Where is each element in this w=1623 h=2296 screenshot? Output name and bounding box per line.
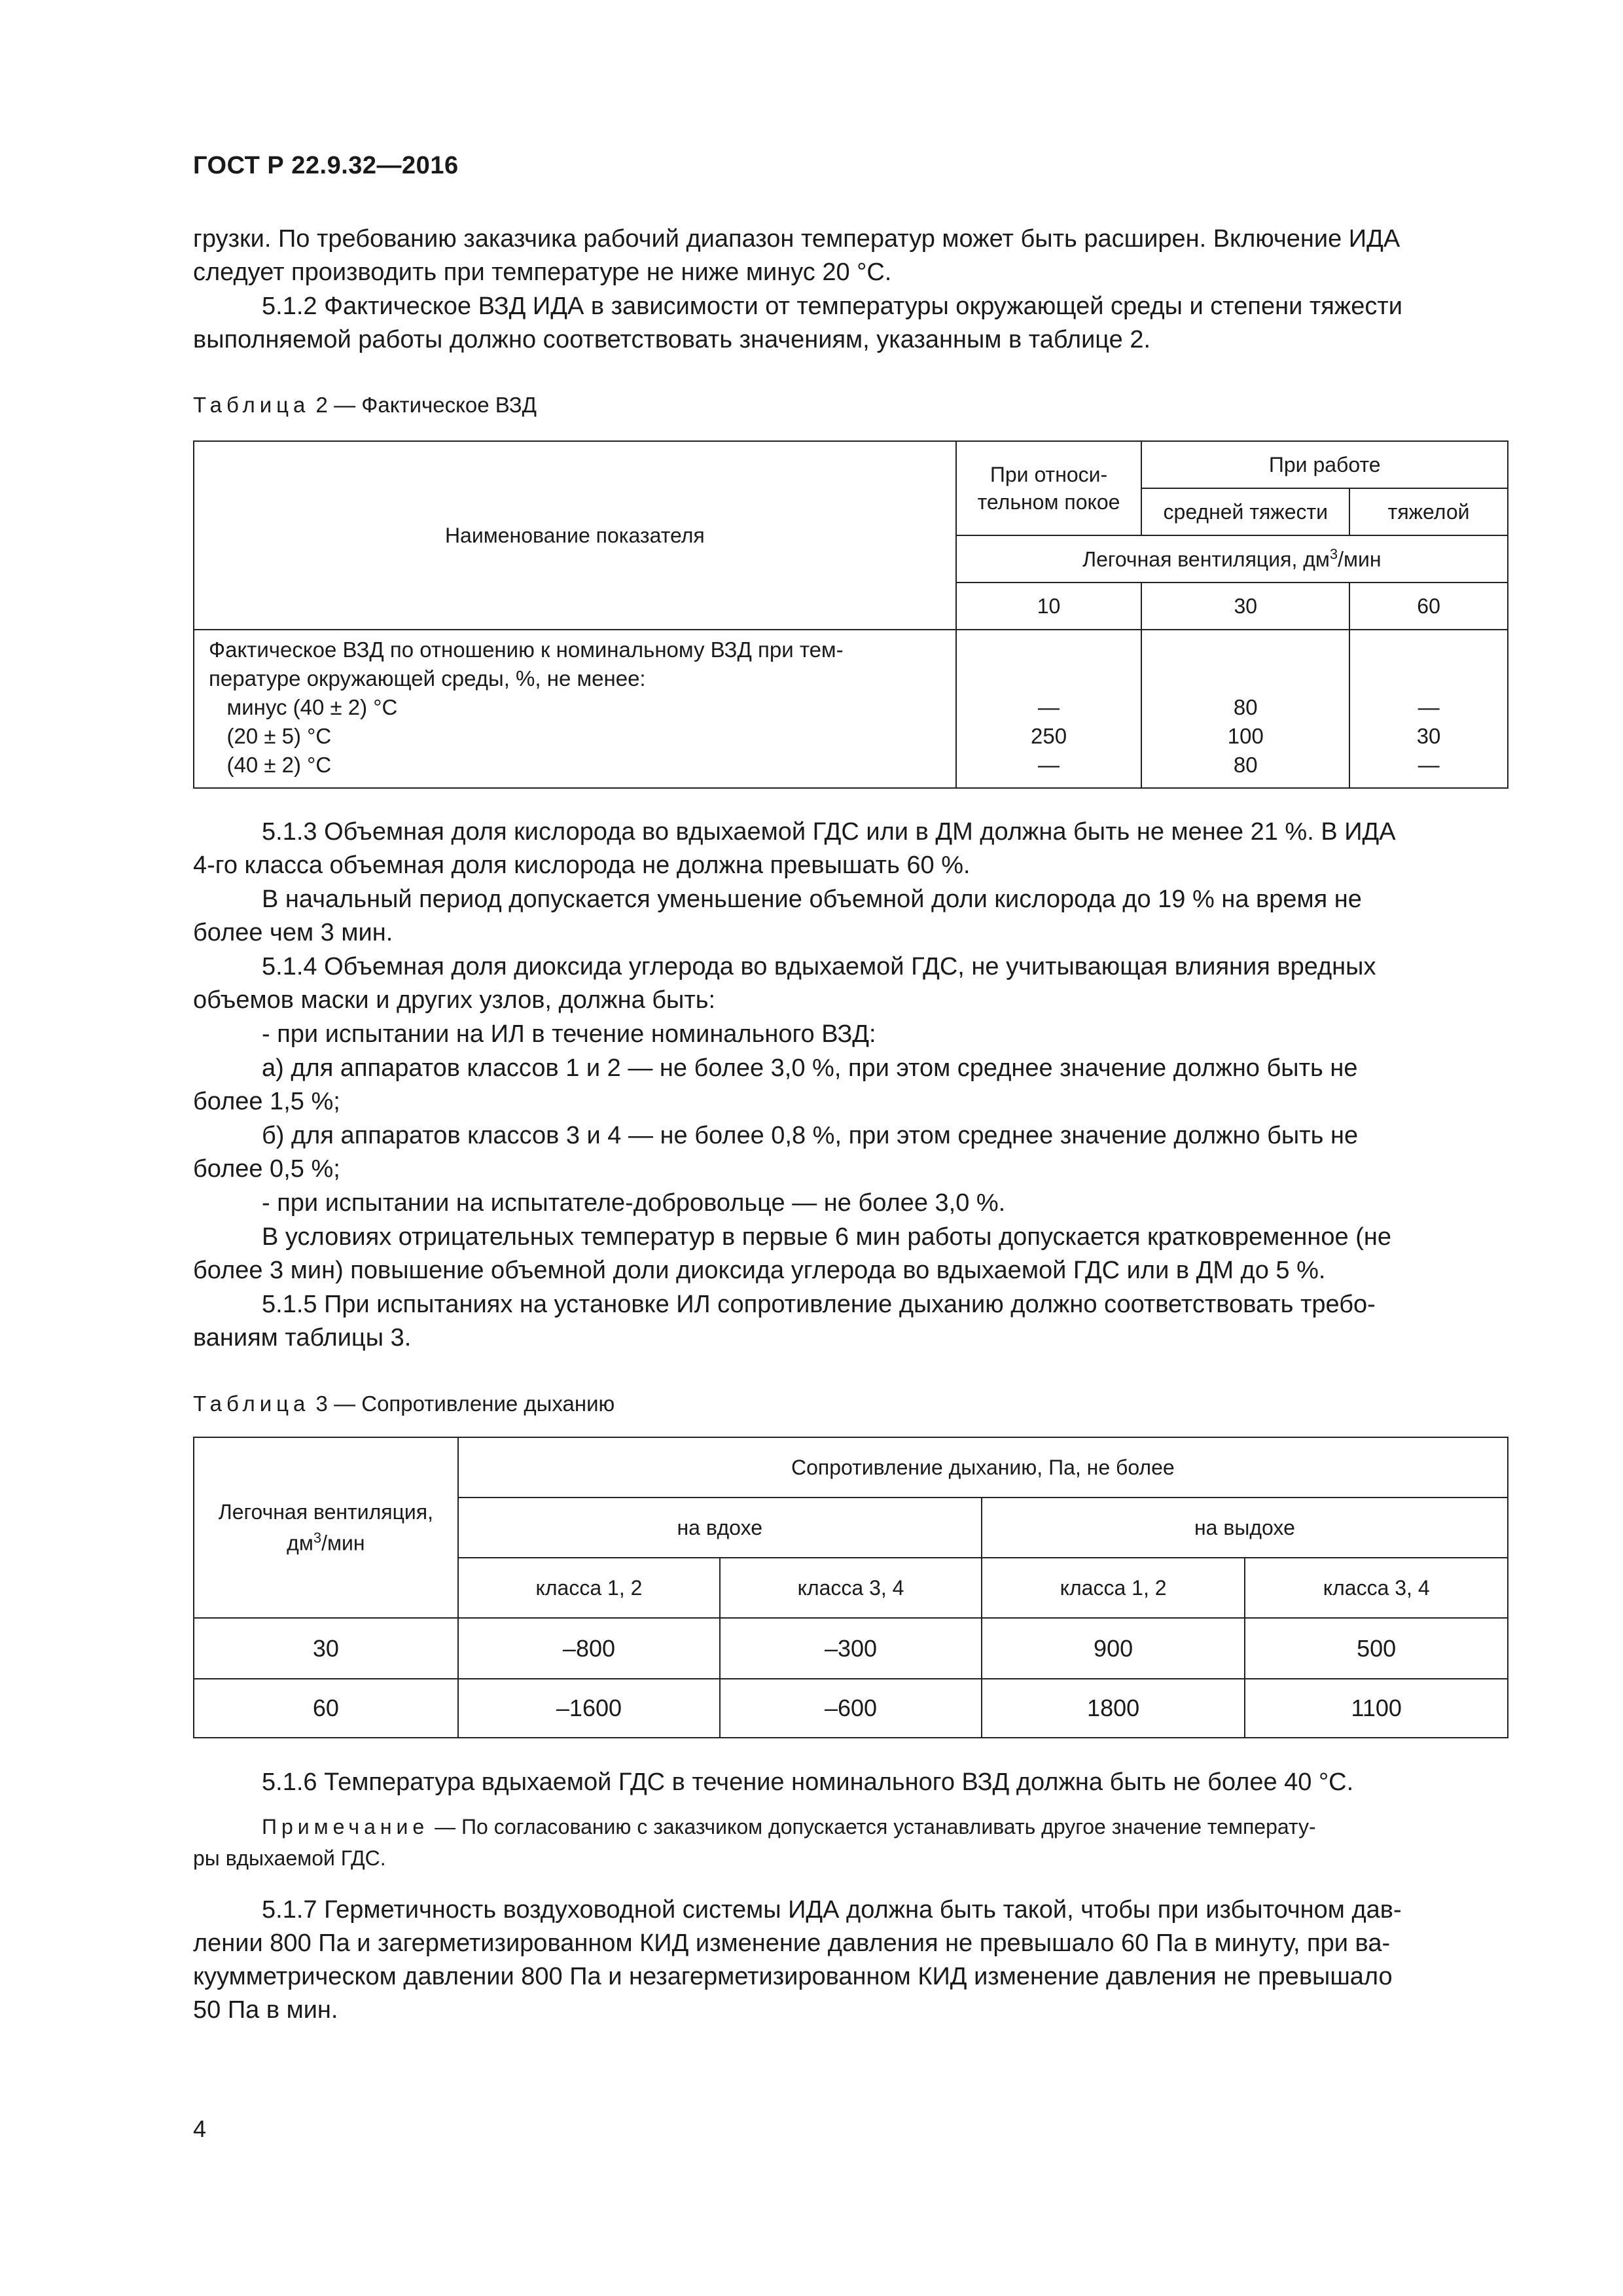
row-label-line: (40 ± 2) °С [209, 753, 332, 777]
header-class: класса 3, 4 [720, 1558, 982, 1618]
text-line: куумметрическом давлении 800 Па и незагерметизированном КИД изменение давления не превышало [193, 1963, 1393, 1990]
values-medium [1141, 630, 1349, 788]
paragraph-volunteer-test [193, 1187, 1502, 1220]
paragraph-5-1-3 [193, 816, 1502, 882]
text-line: ваниям таблицы 3. [193, 1324, 412, 1352]
note-block [193, 1811, 1502, 1874]
note-line: ры вдыхаемой ГДС. [193, 1846, 386, 1870]
cell-value: 30 [1416, 724, 1441, 748]
header-indicator-name: Наименование показателя [194, 441, 956, 630]
header-vent-sup: 3 [1329, 546, 1338, 563]
cell-value: — [1038, 695, 1060, 719]
header-class: класса 3, 4 [1245, 1558, 1508, 1618]
table-cell: 60 [194, 1679, 458, 1738]
cell-value: — [1038, 753, 1060, 777]
vent-value: 10 [956, 583, 1142, 630]
header-medium: средней тяжести [1141, 488, 1349, 535]
table-caption-label: Таблица [193, 1391, 310, 1416]
text-line: более 1,5 %; [193, 1088, 340, 1115]
table-cell: –300 [720, 1618, 982, 1679]
table-cell: 1800 [982, 1679, 1245, 1738]
header-ventilation [956, 535, 1508, 583]
row-label-line: (20 ± 5) °С [209, 724, 332, 748]
header-vent-unit: /мин [1338, 547, 1382, 571]
header-ventilation [194, 1437, 458, 1618]
paragraph-5-1-7 [193, 1893, 1502, 2027]
table-caption-text: 2 — Фактическое ВЗД [310, 393, 537, 417]
paragraph-5-1-6 [193, 1766, 1502, 1799]
table-cell: 30 [194, 1618, 458, 1679]
table-2-actual-vzd [193, 440, 1508, 789]
cell-value: 80 [1233, 753, 1258, 777]
vent-value: 30 [1141, 583, 1349, 630]
cell-value: — [1418, 695, 1440, 719]
paragraph-classes-3-4 [193, 1119, 1502, 1186]
header-class: класса 1, 2 [982, 1558, 1245, 1618]
text-line: лении 800 Па и загерметизированном КИД изменение давления не превышало 60 Па в минуту, при ва- [193, 1929, 1391, 1957]
table-caption-label: Таблица [193, 393, 310, 417]
paragraph-5-1-2 [193, 290, 1502, 357]
cell-value: 250 [1031, 724, 1067, 748]
note-label: Примечание [262, 1815, 429, 1839]
text-line: 5.1.3 Объемная доля кислорода во вдыхаемой ГДС или в ДМ должна быть не менее 21 %. В ИДА [262, 818, 1396, 846]
header-rest-line: тельном покое [977, 490, 1120, 514]
header-vent-unit: дм [287, 1531, 313, 1555]
text-line: объемов маски и других узлов, должна быть: [193, 986, 716, 1014]
text-line: выполняемой работы должно соответствовать значениям, указанным в таблице 2. [193, 326, 1151, 353]
table-cell: –600 [720, 1679, 982, 1738]
table-cell: –1600 [458, 1679, 721, 1738]
text-line: б) для аппаратов классов 3 и 4 — не более 0,8 %, при этом среднее значение должно быть не [262, 1122, 1359, 1149]
text-line: В начальный период допускается уменьшение объемной доли кислорода до 19 % на время не [262, 886, 1362, 913]
note-text: — По согласованию с заказчиком допускается устанавливать другое значение температу- [435, 1815, 1316, 1839]
header-work: При работе [1141, 441, 1508, 488]
table-3-breathing-resistance [193, 1437, 1508, 1738]
text-line: 5.1.5 При испытаниях на установке ИЛ сопротивление дыханию должно соответствовать требо- [262, 1291, 1376, 1318]
paragraph-il-test [193, 1018, 1502, 1051]
text-line: следует производить при температуре не ниже минус 20 °С. [193, 259, 892, 286]
text-line: В условиях отрицательных температур в первые 6 мин работы допускается кратковременное (не [262, 1223, 1391, 1251]
header-vent-unit-suffix: /мин [321, 1531, 365, 1555]
text-line: более чем 3 мин. [193, 919, 393, 946]
paragraph-5-1-4 [193, 950, 1502, 1017]
text-line: 5.1.7 Герметичность воздуховодной системы ИДА должна быть такой, чтобы при избыточном дав- [262, 1896, 1402, 1924]
table-cell: 900 [982, 1618, 1245, 1679]
text-line: - при испытании на ИЛ в течение номинального ВЗД: [262, 1020, 876, 1048]
paragraph-5-1-5 [193, 1288, 1502, 1355]
text-line: более 3 мин) повышение объемной доли диоксида углерода во вдыхаемой ГДС или в ДМ до 5 %. [193, 1257, 1326, 1284]
header-class: класса 1, 2 [458, 1558, 721, 1618]
table-cell: 500 [1245, 1618, 1508, 1679]
paragraph-oxygen-initial [193, 883, 1502, 950]
header-resistance: Сопротивление дыханию, Па, не более [458, 1437, 1508, 1498]
table-cell: 1100 [1245, 1679, 1508, 1738]
row-label-line: пературе окружающей среды, %, не менее: [209, 666, 646, 691]
table-cell: –800 [458, 1618, 721, 1679]
text-line: более 0,5 %; [193, 1155, 340, 1183]
text-line: а) для аппаратов классов 1 и 2 — не более 3,0 %, при этом среднее значение должно быть не [262, 1054, 1358, 1082]
row-label-actual-vzd [194, 630, 956, 788]
paragraph-continuation [193, 223, 1502, 289]
header-exhale: на выдохе [982, 1498, 1508, 1558]
values-rest [956, 630, 1142, 788]
paragraph-negative-temps [193, 1221, 1502, 1287]
text-line: 5.1.4 Объемная доля диоксида углерода во вдыхаемой ГДС, не учитывающая влияния вредных [262, 953, 1376, 980]
table-caption-text: 3 — Сопротивление дыханию [310, 1391, 615, 1416]
header-heavy: тяжелой [1349, 488, 1508, 535]
header-vent-line [201, 1525, 451, 1556]
text-line: - при испытании на испытателе-добровольце — не более 3,0 %. [262, 1189, 1006, 1217]
document-header: ГОСТ Р 22.9.32—2016 [193, 152, 459, 179]
header-rest [956, 441, 1142, 535]
text-line: грузки. По требованию заказчика рабочий диапазон температур может быть расширен. Включение ИДА [193, 225, 1400, 253]
cell-value: 100 [1227, 724, 1264, 748]
header-vent-sup: 3 [313, 1530, 322, 1547]
row-label-line: минус (40 ± 2) °С [209, 695, 398, 719]
vent-value: 60 [1349, 583, 1508, 630]
text-line: 5.1.2 Фактическое ВЗД ИДА в зависимости от температуры окружающей среды и степени тяжести [262, 293, 1403, 320]
text-line: 5.1.6 Температура вдыхаемой ГДС в течение номинального ВЗД должна быть не более 40 °С. [262, 1768, 1354, 1796]
header-inhale: на вдохе [458, 1498, 982, 1558]
paragraph-classes-1-2 [193, 1052, 1502, 1119]
text-line: 4-го класса объемная доля кислорода не должна превышать 60 %. [193, 852, 971, 879]
header-vent-line: Легочная вентиляция, [218, 1500, 433, 1524]
table3-caption [193, 1391, 615, 1416]
text-line: 50 Па в мин. [193, 1996, 338, 2024]
table2-caption [193, 393, 537, 418]
cell-value: — [1418, 753, 1440, 777]
row-label-line: Фактическое ВЗД по отношению к номинальному ВЗД при тем- [209, 637, 844, 662]
values-heavy [1349, 630, 1508, 788]
page-number: 4 [193, 2115, 207, 2142]
header-rest-line: При относи- [990, 463, 1108, 486]
header-vent-text: Легочная вентиляция, дм [1082, 547, 1330, 571]
cell-value: 80 [1233, 695, 1258, 719]
note-line [193, 1811, 1502, 1842]
